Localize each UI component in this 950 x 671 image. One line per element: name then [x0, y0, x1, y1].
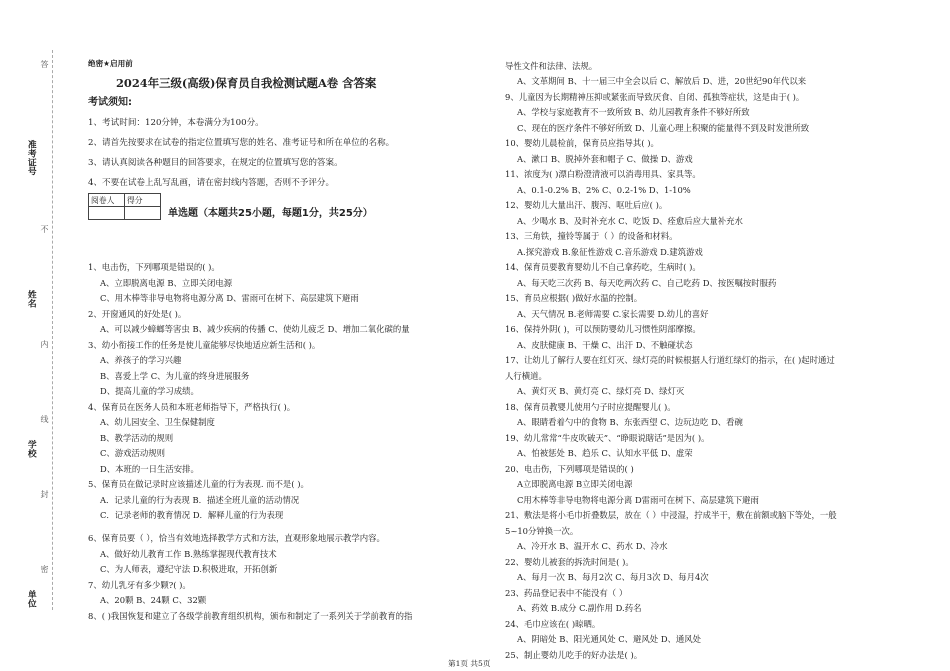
option-line: B、喜爱上学 C、为儿童的终身进展服务	[100, 371, 250, 381]
question-line: 13、三角铁，撞铃等属于（ ）的设备和材料。	[505, 231, 678, 241]
question-line: 22、婴幼儿被套的拆洗时间是( )。	[505, 557, 634, 567]
name-label: 姓名	[25, 290, 36, 308]
question-line: 10、婴幼儿晨检前，保育员应指导其( )。	[505, 138, 659, 148]
unit-label: 单位	[25, 590, 36, 608]
secret-mark: 绝密★启用前	[88, 59, 133, 68]
question-line: 2、开窗通风的好处是( )。	[88, 309, 187, 319]
option-line: A、每天吃三次药 B、每天吃两次药 C、自己吃药 D、按医嘱按时服药	[517, 278, 777, 288]
option-line: C．记录老师的教育情况 D．解释儿童的行为表现	[100, 510, 284, 520]
question-line: 20、电击伤，下列哪项是错误的( )	[505, 464, 634, 474]
score-blank	[125, 207, 161, 220]
option-line: A、眼睛看着勺中的食物 B、东张西望 C、边玩边吃 D、看碗	[517, 417, 743, 427]
option-line: A立即脱离电源 B立即关闭电源	[517, 479, 633, 489]
option-line: A、漱口 B、脱掉外套和帽子 C、做操 D、游戏	[517, 154, 693, 164]
question-line: 24、毛巾应该在( )晾晒。	[505, 619, 601, 629]
notice-item: 1、考试时间：120分钟，本卷满分为100分。	[88, 118, 264, 128]
question-line: 19、幼儿常常“牛皮吹破天”、“睁眼说瞎话”是因为( )。	[505, 433, 710, 443]
question-line: 4、保育员在医务人员和本班老师指导下，严格执行( )。	[88, 402, 296, 412]
seal-mark-2: 不	[40, 225, 49, 233]
seal-line	[52, 50, 53, 610]
option-line: C、游戏活动规则	[100, 448, 166, 458]
option-line: D、提高儿童的学习成绩。	[100, 386, 199, 396]
question-line: 6、保育员要（ ），恰当有效地选择教学方式和方法，直观形象地展示教学内容。	[88, 533, 385, 543]
option-line: A、学校与家庭教育不一致所致 B、幼儿园教育条件不够好所致	[517, 107, 750, 117]
option-line: A、少喝水 B、及时补充水 C、吃饭 D、痊愈后应大量补充水	[517, 216, 743, 226]
question-line: 17、让幼儿了解行人要在红灯灭、绿灯亮的时候根据人行道红绿灯的指示，在( )起时通过	[505, 355, 835, 365]
question-line: 15、育员应根据( )做好水温的控制。	[505, 293, 643, 303]
question-line: 7、幼儿乳牙有多少颗?( )。	[88, 580, 191, 590]
seal-mark-4: 线	[40, 415, 49, 423]
option-line: A、冷开水 B、温开水 C、药水 D、冷水	[517, 541, 668, 551]
seal-mark-1: 答	[40, 60, 49, 68]
question-line: 12、婴幼儿大量出汗、腹泻、呕吐后应( )。	[505, 200, 668, 210]
reviewer-cell: 阅卷人	[89, 194, 125, 207]
option-line: A、做好幼儿教育工作 B.熟练掌握现代教育技术	[100, 549, 277, 559]
page-number: 第1页 共5页	[448, 659, 491, 668]
score-table	[88, 193, 161, 220]
question-line: 23、药品登记表中不能没有（ ）	[505, 588, 628, 598]
seal-mark-6: 密	[40, 565, 49, 573]
notice-item: 4、不要在试卷上乱写乱画，请在密封线内答题，否则不予评分。	[88, 178, 335, 188]
option-line: A、天气情况 B.老师需要 C.家长需要 D.幼儿的喜好	[517, 309, 709, 319]
question-line: 14、保育员要教育婴幼儿不自己拿药吃，生病时( )。	[505, 262, 701, 272]
option-line: A．记录儿童的行为表现 B．描述全班儿童的活动情况	[100, 495, 300, 505]
question-line: 3、幼小衔接工作的任务是使儿童能够尽快地适应新生活和( )。	[88, 340, 321, 350]
option-line: A、怕被惩处 B、趋乐 C、认知水平低 D、虚荣	[517, 448, 693, 458]
option-line: A、20颗 B、24颗 C、32颗	[100, 595, 207, 605]
option-line: A、可以减少蟑螂等害虫 B、减少疾病的传播 C、使幼儿疲乏 D、增加二氧化碳的量	[100, 324, 410, 334]
question-line: 18、保育员教婴儿使用勺子时应提醒婴儿( )。	[505, 402, 676, 412]
page-title: 2024年三级(高级)保育员自我检测试题A卷 含答案	[116, 76, 377, 90]
option-line: A、文革期间 B、十一届三中全会以后 C、解放后 D、进，20世纪90年代以来	[517, 76, 807, 86]
question-line: 8、( )我国恢复和建立了各级学前教育组织机构，颁布和制定了一系列关于学前教育的指	[88, 611, 413, 621]
question-line: 导性文件和法律、法规。	[505, 61, 598, 71]
question-line: 25、制止婴幼儿吃手的好办法是( )。	[505, 650, 643, 660]
notice-heading: 考试须知:	[88, 97, 132, 108]
option-line: A、幼儿园安全、卫生保健制度	[100, 417, 215, 427]
option-line: A、每月一次 B、每月2次 C、每月3次 D、每月4次	[517, 572, 709, 582]
question-line: 11、浓度为( )漂白粉澄清液可以消毒用具、家具等。	[505, 169, 701, 179]
score-cell: 得分	[125, 194, 161, 207]
seal-mark-5: 封	[40, 490, 49, 498]
option-line: A、黄灯灭 B、黄灯亮 C、绿灯亮 D、绿灯灭	[517, 386, 685, 396]
option-line: A、养孩子的学习兴趣	[100, 355, 182, 365]
option-line: A、立即脱离电源 B、立即关闭电源	[100, 278, 233, 288]
option-line: A、药效 B.成分 C.副作用 D.药名	[517, 603, 642, 613]
option-line: B、教学活动的规则	[100, 433, 174, 443]
option-line: A、0.1-0.2% B、2% C、0.2-1% D、1-10%	[517, 185, 691, 195]
question-line: 人行横道。	[505, 371, 547, 381]
reviewer-blank	[89, 207, 125, 220]
notice-item: 3、请认真阅读各种题目的回答要求，在规定的位置填写您的答案。	[88, 158, 343, 168]
question-line: 21、敷法是将小毛巾折叠数层，放在（ ）中浸湿，拧成半干，敷在前额或脑下等处，一般	[505, 510, 837, 520]
option-line: C、现在的医疗条件不够好所致 D、儿童心理上积聚的能量得不到及时发泄所致	[517, 123, 810, 133]
school-label: 学校	[25, 440, 36, 458]
option-line: A、阴暗处 B、阳光通风处 C、避风处 D、通风处	[517, 634, 702, 644]
option-line: C、为人师表，遵纪守法 D.积极进取，开拓创新	[100, 564, 278, 574]
question-line: 1、电击伤，下列哪项是错误的( )。	[88, 262, 220, 272]
question-line: 16、保持外阴( )，可以预防婴幼儿习惯性阴部摩擦。	[505, 324, 701, 334]
notice-item: 2、请首先按要求在试卷的指定位置填写您的姓名、准考证号和所在单位的名称。	[88, 138, 395, 148]
question-line: 5、保育员在做记录时应该描述儿童的行为表现. 而不是( )。	[88, 479, 309, 489]
option-line: C用木棒等非导电物将电源分离 D雷雨可在树下、高层建筑下避雨	[517, 495, 759, 505]
option-line: D、本班的一日生活安排。	[100, 464, 199, 474]
section-title: 单选题（本题共25小题，每题1分，共25分）	[168, 208, 373, 219]
option-line: A.探究游戏 B.象征性游戏 C.音乐游戏 D.建筑游戏	[517, 247, 703, 257]
seal-mark-3: 内	[40, 340, 49, 348]
option-line: C、用木棒等非导电物将电源分离 D、雷雨可在树下、高层建筑下避雨	[100, 293, 359, 303]
exam-number-label: 准考证号	[25, 140, 36, 176]
question-line: 5~10分钟换一次。	[505, 526, 579, 536]
option-line: A、皮肤健康 B、干燥 C、出汗 D、不触碰状态	[517, 340, 693, 350]
question-line: 9、儿童因为长期精神压抑或紧张而导致厌食、自闭、孤独等症状，这是由于( )。	[505, 92, 805, 102]
